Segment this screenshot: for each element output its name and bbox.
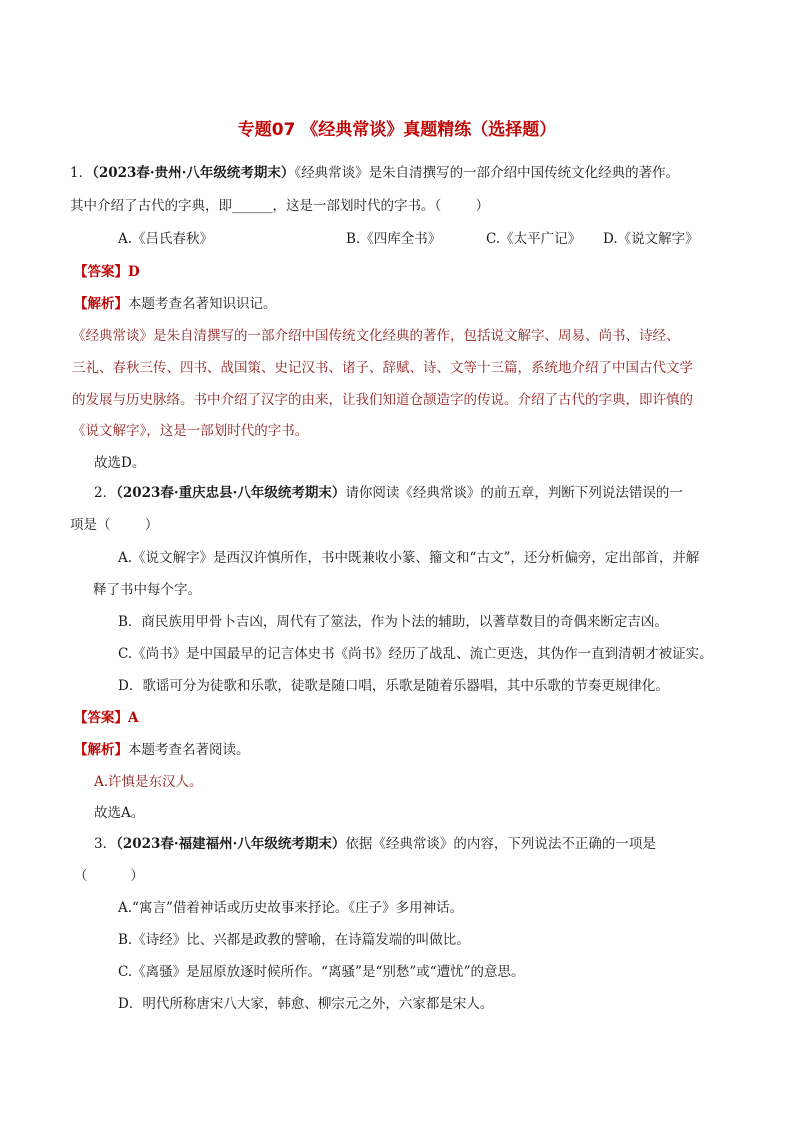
q1-answer-value: D bbox=[128, 264, 140, 280]
q2-option-a-line2: 释了书中每个字。 bbox=[93, 582, 201, 598]
q1-analysis-line1: 《经典常谈》是朱自清撰写的一部介绍中国传统文化经典的著作，包括说文解字、周易、尚书、诗经、 bbox=[72, 328, 680, 344]
q2-analysis bbox=[74, 740, 250, 760]
q3-option-a: A.“寓言”借着神话或历史故事来抒论。《庄子》多用神话。 bbox=[118, 900, 464, 916]
q1-answer bbox=[74, 262, 140, 282]
q1-option-a: A.《吕氏春秋》 bbox=[118, 231, 214, 247]
q1-options bbox=[0, 229, 794, 249]
q1-analysis-line3: 的发展与历史脉络。书中介绍了汉字的由来，让我们知道仓颉造字的传说。介绍了古代的字典，即许慎的 bbox=[72, 392, 693, 408]
q1-analysis-line4: 《说文解字》，这是一部划时代的字书。 bbox=[72, 423, 309, 439]
q3-number: 3． bbox=[94, 836, 117, 852]
q1-conclusion: 故选D。 bbox=[94, 455, 146, 471]
q3-stem-line2: （ ） bbox=[74, 868, 144, 884]
q3-source: （2023春·福建福州·八年级统考期末） bbox=[116, 836, 346, 852]
q2-answer-value: A bbox=[128, 710, 139, 726]
q2-option-d: D．歌谣可分为徒歌和乐歌，徒歌是随口唱，乐歌是随着乐器唱，其中乐歌的节奏更规律化。 bbox=[118, 678, 669, 694]
q1-option-b: B.《四库全书》 bbox=[346, 231, 442, 247]
q1-analysis bbox=[74, 294, 277, 314]
q2-option-c: C.《尚书》是中国最早的记言体史书《尚书》经历了战乱、流亡更迭，其伪作一直到清朝才被证实。 bbox=[118, 646, 713, 662]
q2-answer-label: 【答案】 bbox=[74, 710, 128, 726]
q1-analysis-label: 【解析】 bbox=[74, 296, 128, 312]
q2-analysis-label: 【解析】 bbox=[74, 742, 128, 758]
q1-answer-label: 【答案】 bbox=[74, 264, 128, 280]
q1-stem-text: 《经典常谈》是朱自清撰写的一部介绍中国传统文化经典的著作。 bbox=[294, 165, 680, 181]
q3-option-c: C.《离骚》是屈原放逐时候所作。“离骚”是“别愁”或“遭忧”的意思。 bbox=[118, 964, 525, 980]
q1-analysis-line2: 三礼、春秋三传、四书、战国策、史记汉书、诸子、辞赋、诗、文等十三篇，系统地介绍了中国古代文学 bbox=[72, 360, 693, 376]
q2-stem-line2: 项是（ ） bbox=[70, 517, 159, 533]
q2-option-a-line1: A.《说文解字》是西汉许慎所作，书中既兼收小篆、籀文和“古文”，还分析偏旁，定出部首，并解 bbox=[118, 550, 700, 566]
q2-source: （2023春·重庆忠县·八年级统考期末） bbox=[116, 485, 346, 501]
q2-stem-text: 请你阅读《经典常谈》的前五章，判断下列说法错误的一 bbox=[345, 485, 683, 501]
q1-option-d: D.《说文解字》 bbox=[603, 231, 699, 247]
q3-option-d: D．明代所称唐宋八大家，韩愈、柳宗元之外，六家都是宋人。 bbox=[118, 996, 494, 1012]
q3-option-b: B.《诗经》比、兴都是政教的譬喻，在诗篇发端的叫做比。 bbox=[118, 932, 470, 948]
q3-stem-line1 bbox=[94, 834, 656, 854]
q1-option-c: C.《太平广记》 bbox=[486, 231, 582, 247]
q1-stem-line1 bbox=[70, 163, 679, 183]
q2-option-b: B．商民族用甲骨卜吉凶，周代有了筮法，作为卜法的辅助，以蓍草数目的奇偶来断定吉凶。 bbox=[118, 614, 668, 630]
q2-number: 2． bbox=[94, 485, 117, 501]
q2-analysis-line: A.许慎是东汉人。 bbox=[94, 774, 203, 790]
q2-analysis-intro: 本题考查名著阅读。 bbox=[128, 742, 250, 758]
q3-stem-text: 依据《经典常谈》的内容，下列说法不正确的一项是 bbox=[345, 836, 656, 852]
q1-stem-line2: 其中介绍了古代的字典，即______，这是一部划时代的字书。（ ） bbox=[70, 198, 490, 214]
q2-answer bbox=[74, 708, 138, 728]
q1-source: （2023春·贵州·八年级统考期末） bbox=[92, 165, 295, 181]
page-title: 专题07 《经典常谈》真题精练（选择题） bbox=[237, 120, 557, 140]
q1-number: 1． bbox=[70, 165, 93, 181]
q1-analysis-intro: 本题考查名著知识识记。 bbox=[128, 296, 277, 312]
q2-stem-line1 bbox=[94, 483, 683, 503]
q2-conclusion: 故选A。 bbox=[94, 805, 145, 821]
